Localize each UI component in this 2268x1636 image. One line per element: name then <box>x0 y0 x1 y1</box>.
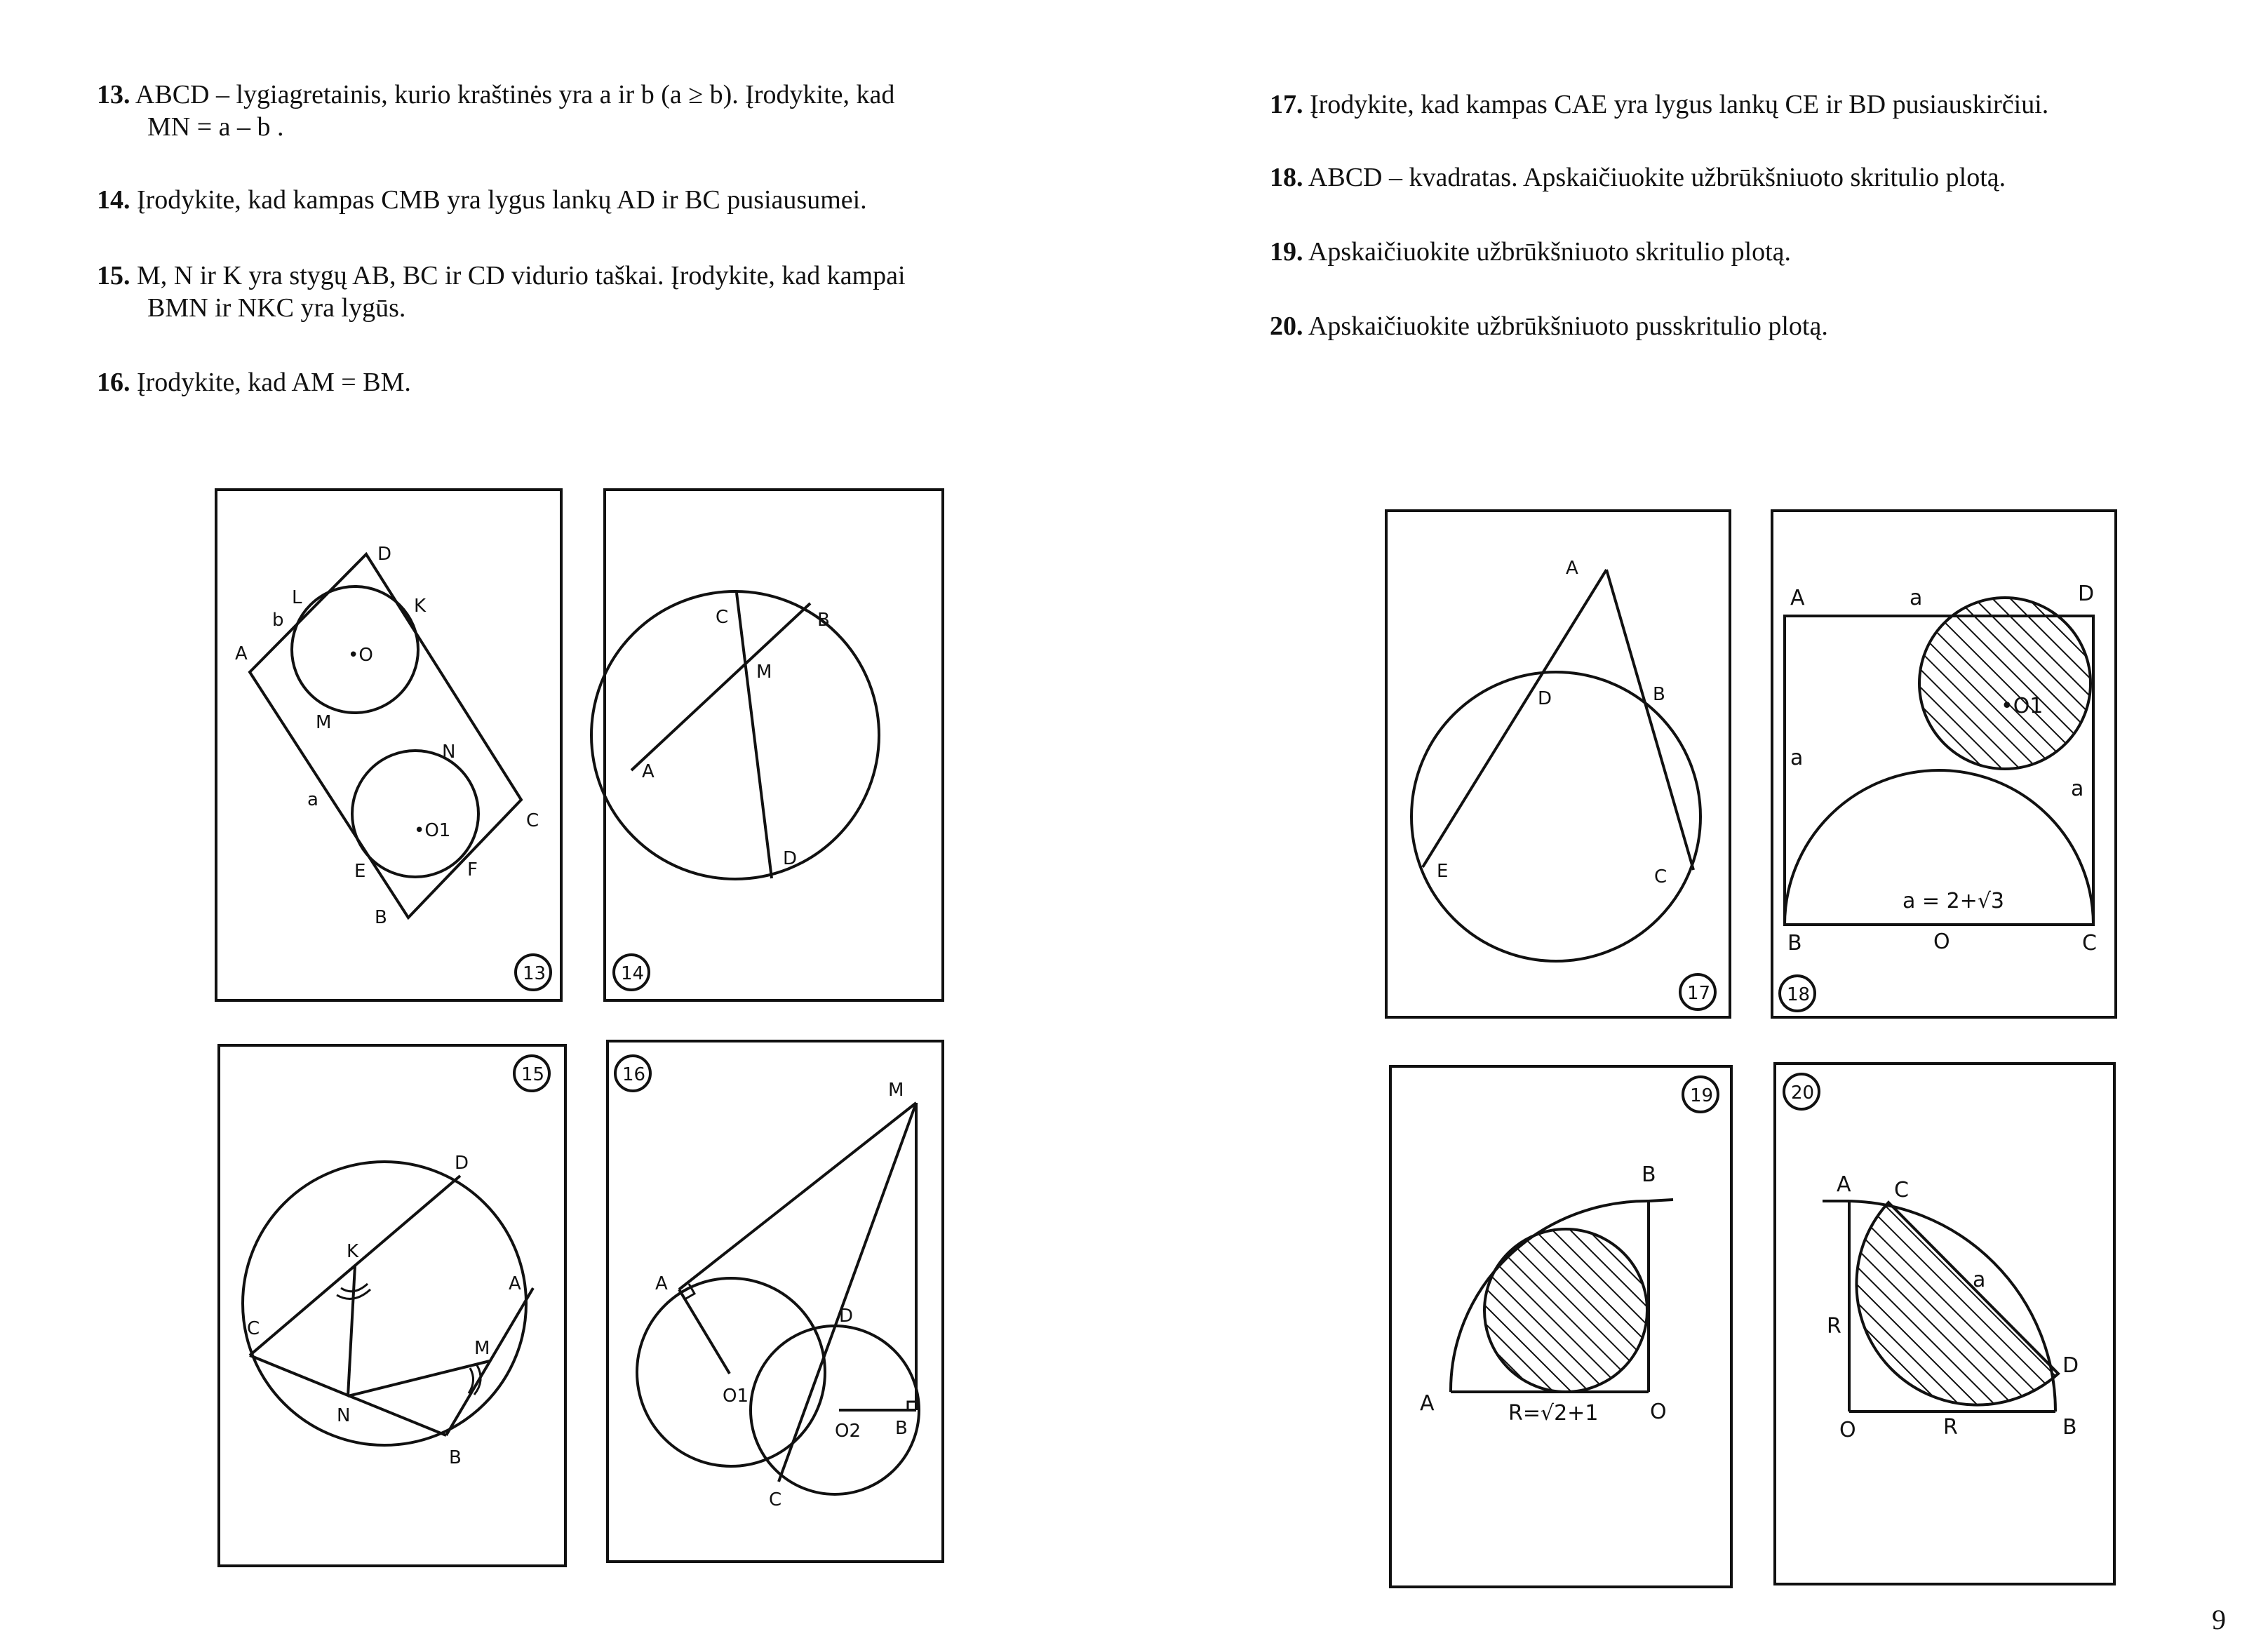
segment-nm <box>348 1361 490 1396</box>
label-o1: O1 <box>723 1386 749 1407</box>
figure-17-frame <box>1386 511 1730 1017</box>
label-m: M <box>316 712 332 733</box>
label-e: E <box>1437 861 1449 882</box>
chord-ab <box>631 603 810 770</box>
label-a: A <box>1566 558 1578 579</box>
label-c: C <box>769 1489 782 1510</box>
problem-14-text: Įrodykite, kad kampas CMB yra lygus lankų AD ir BC pusiausumei. <box>137 185 867 215</box>
figure-13 <box>216 490 561 1000</box>
label-side-a-right: a <box>2071 777 2084 801</box>
label-m: M <box>756 662 772 683</box>
label-side-b: b <box>272 610 284 631</box>
label-c: C <box>1894 1178 1909 1202</box>
label-b: B <box>375 907 387 928</box>
circle-o1 <box>637 1278 825 1466</box>
label-b: B <box>895 1418 908 1439</box>
label-side-a: a <box>307 789 318 810</box>
label-d: D <box>839 1306 854 1327</box>
label-k: K <box>414 596 427 617</box>
label-d: D <box>1538 688 1552 709</box>
problem-15-line2: BMN ir NKC yra lygūs. <box>147 293 406 323</box>
label-c: C <box>716 607 729 628</box>
label-a: A <box>235 643 248 664</box>
problem-15-number: 15. <box>97 261 130 290</box>
label-n: N <box>337 1405 351 1426</box>
radius-ao1 <box>679 1289 730 1374</box>
figure-15-frame <box>219 1045 565 1566</box>
problem-16-number: 16. <box>97 368 130 397</box>
problem-19-text: Apskaičiuokite užbrūkšniuoto skritulio plotą. <box>1308 237 1792 267</box>
secant-ac <box>1606 570 1693 870</box>
figure-17 <box>1386 511 1730 1017</box>
label-b: B <box>1642 1162 1656 1187</box>
label-d: D <box>2078 582 2095 606</box>
label-side-a-top: a <box>1910 586 1923 610</box>
label-d: D <box>455 1153 469 1174</box>
figure-19 <box>1390 1066 1731 1587</box>
label-o: O <box>1839 1418 1856 1442</box>
figure-20 <box>1775 1064 2114 1584</box>
label-o: O <box>1650 1400 1667 1424</box>
label-a: A <box>1420 1391 1435 1416</box>
circle-14 <box>591 591 879 879</box>
label-m: M <box>474 1338 490 1359</box>
problem-16-text: Įrodykite, kad AM = BM. <box>137 368 411 397</box>
badge-19: 19 <box>1690 1085 1714 1106</box>
figure-16-frame <box>608 1041 943 1562</box>
label-d: D <box>783 848 798 869</box>
label-c: C <box>247 1318 260 1339</box>
problem-20-number: 20. <box>1270 311 1303 341</box>
badge-14: 14 <box>621 963 645 984</box>
problem-15-line1: M, N ir K yra stygų AB, BC ir CD vidurio taškai. Įrodykite, kad kampai <box>137 261 906 290</box>
figure-15 <box>219 1045 565 1566</box>
label-a: A <box>509 1273 521 1294</box>
parallelogram-abcd <box>250 554 521 918</box>
segment-kn <box>348 1266 355 1396</box>
problem-18-number: 18. <box>1270 163 1303 192</box>
label-b: B <box>1787 931 1802 956</box>
problem-13-line2: MN = a – b . <box>147 112 284 142</box>
problem-17-text: Įrodykite, kad kampas CAE yra lygus lankų CE ir BD pusiauskirčiui. <box>1310 90 2049 119</box>
figure-16 <box>608 1041 943 1562</box>
problem-18-text: ABCD – kvadratas. Apskaičiuokite užbrūkšniuoto skritulio plotą. <box>1308 163 2006 192</box>
label-o: O <box>1933 930 1950 954</box>
label-center-o1: •O1 <box>2001 694 2044 718</box>
label-e: E <box>354 861 366 882</box>
problem-14-number: 14. <box>97 185 130 215</box>
badge-15: 15 <box>521 1064 545 1085</box>
label-b: B <box>449 1447 462 1468</box>
label-o2: O2 <box>835 1421 861 1442</box>
label-c: C <box>526 810 539 831</box>
badge-20: 20 <box>1791 1082 1815 1104</box>
figure-14-frame <box>605 490 943 1000</box>
problem-17-number: 17. <box>1270 90 1303 119</box>
label-d: D <box>2062 1353 2079 1378</box>
label-side-a-left: a <box>1790 746 1804 770</box>
label-a: A <box>1837 1172 1851 1197</box>
label-b: B <box>817 610 830 631</box>
label-b: B <box>1653 684 1665 705</box>
label-d: D <box>377 544 392 565</box>
label-equation: a = 2+√3 <box>1903 889 2005 913</box>
problem-20-text: Apskaičiuokite užbrūkšniuoto pusskritulio plotą. <box>1308 311 1828 341</box>
label-m: M <box>888 1080 904 1101</box>
label-k: K <box>347 1241 359 1262</box>
label-center-o1: •O1 <box>414 820 451 841</box>
problem-13-number: 13. <box>97 80 130 109</box>
page-number: 9 <box>2212 1604 2226 1635</box>
badge-13: 13 <box>523 963 546 984</box>
badge-17: 17 <box>1687 983 1711 1004</box>
label-l: L <box>292 587 302 608</box>
label-r-left: R <box>1827 1314 1841 1339</box>
problem-13-line1: ABCD – lygiagretainis, kurio kraštinės yra a ir b (a ≥ b). Įrodykite, kad <box>135 80 895 109</box>
tangent-ma <box>679 1103 916 1289</box>
figure-14 <box>591 490 943 1000</box>
label-chord-a: a <box>1973 1268 1986 1292</box>
chord-cd <box>737 593 772 878</box>
label-a: A <box>655 1273 668 1294</box>
label-f: F <box>467 859 478 880</box>
hatched-inscribed-circle <box>1484 1229 1647 1392</box>
arc-extension <box>1649 1200 1673 1201</box>
label-center-o: •O <box>348 645 373 666</box>
label-n: N <box>442 742 456 763</box>
badge-18: 18 <box>1787 984 1811 1005</box>
problem-19-number: 19. <box>1270 237 1303 267</box>
label-a: A <box>642 761 655 782</box>
label-r-bottom: R <box>1943 1415 1958 1440</box>
hatched-circle-o1 <box>1919 598 2091 769</box>
circle-o1 <box>352 751 478 877</box>
label-equation: R=√2+1 <box>1508 1401 1599 1426</box>
figure-13-frame <box>216 490 561 1000</box>
label-a: A <box>1790 586 1805 610</box>
circle-15 <box>243 1162 526 1445</box>
badge-16: 16 <box>622 1064 646 1085</box>
label-b: B <box>2062 1415 2077 1440</box>
label-c: C <box>2082 931 2097 956</box>
label-c: C <box>1654 866 1668 887</box>
